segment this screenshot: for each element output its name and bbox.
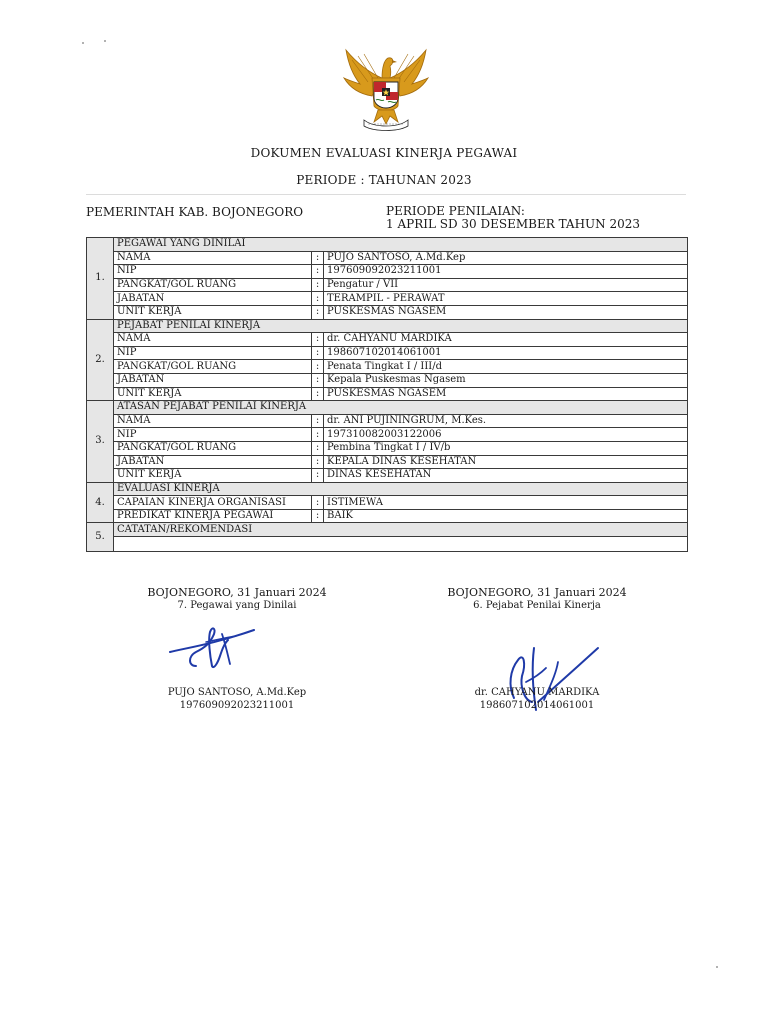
field-separator: : <box>312 469 324 483</box>
assessment-period <box>386 205 640 231</box>
field-value: PUSKESMAS NGASEM <box>324 305 688 319</box>
section-title: EVALUASI KINERJA <box>114 482 688 496</box>
table-row <box>87 333 688 347</box>
field-label: NIP <box>114 346 312 360</box>
signer-evaluated-employee <box>117 686 357 712</box>
field-value: ISTIMEWA <box>324 496 688 510</box>
scan-speck <box>104 40 106 42</box>
signature-place-date: BOJONEGORO, 31 Januari 2024 <box>447 586 627 599</box>
notes-field <box>114 537 688 552</box>
field-label: UNIT KERJA <box>114 305 312 319</box>
section-header <box>87 523 688 537</box>
field-separator: : <box>312 292 324 306</box>
signature-role: 7. Pegawai yang Dinilai <box>177 600 297 611</box>
field-value: PUSKESMAS NGASEM <box>324 387 688 401</box>
notes-row <box>87 537 688 552</box>
section-number: 5. <box>87 523 114 552</box>
table-row <box>87 305 688 319</box>
field-separator: : <box>312 346 324 360</box>
field-label: CAPAIAN KINERJA ORGANISASI <box>114 496 312 510</box>
scan-speck <box>82 42 84 44</box>
field-label: JABATAN <box>114 292 312 306</box>
field-separator: : <box>312 455 324 469</box>
field-value: 197609092023211001 <box>324 265 688 279</box>
field-label: NIP <box>114 265 312 279</box>
field-separator: : <box>312 251 324 265</box>
signer-nip: 197609092023211001 <box>179 700 295 711</box>
evaluation-table <box>86 237 688 552</box>
section-title: PEJABAT PENILAI KINERJA <box>114 319 688 333</box>
table-row <box>87 373 688 387</box>
field-label: PANGKAT/GOL RUANG <box>114 441 312 455</box>
document-period: PERIODE : TAHUNAN 2023 <box>296 173 472 187</box>
signer-assessing-official <box>417 686 657 712</box>
table-row <box>87 441 688 455</box>
table-row <box>87 455 688 469</box>
field-value: PUJO SANTOSO, A.Md.Kep <box>324 251 688 265</box>
table-row <box>87 509 688 523</box>
table-row <box>87 251 688 265</box>
table-row <box>87 414 688 428</box>
table-row <box>87 387 688 401</box>
table-row <box>87 278 688 292</box>
field-label: JABATAN <box>114 373 312 387</box>
field-label: UNIT KERJA <box>114 469 312 483</box>
table-row <box>87 360 688 374</box>
field-separator: : <box>312 305 324 319</box>
field-separator: : <box>312 509 324 523</box>
field-label: UNIT KERJA <box>114 387 312 401</box>
field-label: NAMA <box>114 333 312 347</box>
table-row <box>87 469 688 483</box>
section-number: 3. <box>87 401 114 483</box>
scan-speck <box>716 966 718 968</box>
table-row <box>87 496 688 510</box>
section-header <box>87 238 688 252</box>
signer-name: dr. CAHYANU MARDIKA <box>474 687 600 698</box>
field-label: PANGKAT/GOL RUANG <box>114 360 312 374</box>
signature-evaluated-employee <box>166 622 258 672</box>
field-value: BAIK <box>324 509 688 523</box>
section-number: 4. <box>87 482 114 523</box>
signature-role: 6. Pejabat Penilai Kinerja <box>473 600 601 611</box>
section-header <box>87 401 688 415</box>
field-value: Penata Tingkat I / III/d <box>324 360 688 374</box>
field-value: TERAMPIL - PERAWAT <box>324 292 688 306</box>
field-separator: : <box>312 428 324 442</box>
field-label: JABATAN <box>114 455 312 469</box>
field-separator: : <box>312 278 324 292</box>
field-value: dr. ANI PUJININGRUM, M.Kes. <box>324 414 688 428</box>
field-value: Pembina Tingkat I / IV/b <box>324 441 688 455</box>
field-value: Pengatur / VII <box>324 278 688 292</box>
field-label: NIP <box>114 428 312 442</box>
field-separator: : <box>312 387 324 401</box>
signer-nip: 198607102014061001 <box>479 700 595 711</box>
field-separator: : <box>312 333 324 347</box>
section-number: 1. <box>87 238 114 320</box>
field-separator: : <box>312 265 324 279</box>
section-title: CATATAN/REKOMENDASI <box>114 523 688 537</box>
agency-name: PEMERINTAH KAB. BOJONEGORO <box>86 205 304 219</box>
table-row <box>87 428 688 442</box>
field-separator: : <box>312 496 324 510</box>
section-title: PEGAWAI YANG DINILAI <box>114 238 688 252</box>
field-label: NAMA <box>114 251 312 265</box>
header-divider <box>86 194 686 195</box>
field-separator: : <box>312 414 324 428</box>
field-value: 197310082003122006 <box>324 428 688 442</box>
field-label: PREDIKAT KINERJA PEGAWAI <box>114 509 312 523</box>
assessment-period-range: 1 APRIL SD 30 DESEMBER TAHUN 2023 <box>386 217 641 231</box>
field-separator: : <box>312 441 324 455</box>
field-label: PANGKAT/GOL RUANG <box>114 278 312 292</box>
field-label: NAMA <box>114 414 312 428</box>
section-header <box>87 482 688 496</box>
field-separator: : <box>312 360 324 374</box>
signature-block-evaluated-employee <box>117 586 357 612</box>
field-value: DINAS KESEHATAN <box>324 469 688 483</box>
section-title: ATASAN PEJABAT PENILAI KINERJA <box>114 401 688 415</box>
garuda-emblem <box>338 48 434 132</box>
signature-block-assessing-official <box>417 586 657 612</box>
field-value: 198607102014061001 <box>324 346 688 360</box>
signature-place-date: BOJONEGORO, 31 Januari 2024 <box>147 586 327 599</box>
signer-name: PUJO SANTOSO, A.Md.Kep <box>167 687 307 698</box>
field-value: dr. CAHYANU MARDIKA <box>324 333 688 347</box>
field-value: KEPALA DINAS KESEHATAN <box>324 455 688 469</box>
field-separator: : <box>312 373 324 387</box>
assessment-period-label: PERIODE PENILAIAN: <box>386 204 525 218</box>
table-row <box>87 346 688 360</box>
table-row <box>87 292 688 306</box>
section-header <box>87 319 688 333</box>
field-value: Kepala Puskesmas Ngasem <box>324 373 688 387</box>
table-row <box>87 265 688 279</box>
document-title: DOKUMEN EVALUASI KINERJA PEGAWAI <box>250 146 518 160</box>
section-number: 2. <box>87 319 114 401</box>
